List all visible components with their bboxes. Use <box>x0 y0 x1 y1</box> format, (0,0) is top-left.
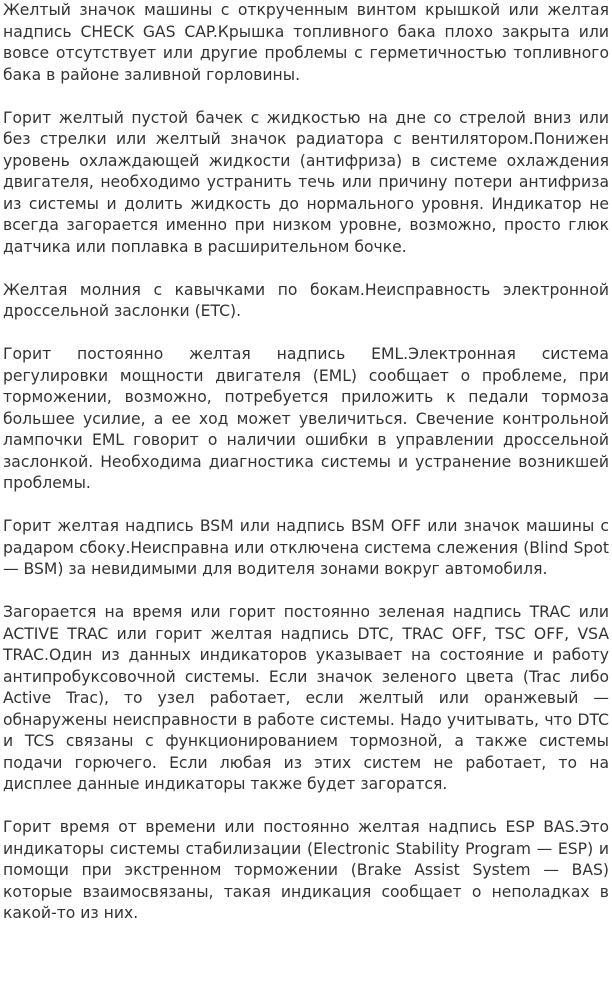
paragraph-check-gas-cap: Желтый значок машины с открученным винтом крышкой или желтая надпись CHECK GAS CAP.Крышка топливного бака плохо закрыта или вовсе отсутствует или другие проблемы с герметичностью топливного бака в районе заливной горловины. <box>3 1 609 84</box>
paragraph-trac: Загорается на время или горит постоянно зеленая надпись TRAC или ACTIVE TRAC или горит желтая надпись DTC, TRAC OFF, TSC OFF, VSA TRAC.Один из данных индикаторов указывает на состояние и работу антипробуксовочной системы. Если значок зеленого цвета (Trac либо Active Trac), то узел работает, если желтый или оранжевый — обнаружены неисправности в работе системы. Надо учитывать, что DTC и TCS связаны с функционированием тормозной, а также системы подачи горючего. Если любая из этих систем не работает, то на дисплее данные индикаторы также будет загоратся. <box>3 603 609 793</box>
paragraph-coolant-level: Горит желтый пустой бачек с жидкостью на дне со стрелой вниз или без стрелки или желтый значок радиатора с вентилятором.Понижен уровень охлаждающей жидкости (антифриза) в системе охлаждения двигателя, необходимо устранить течь или причину потери антифриза из системы и долить жидкость до нормального уровня. Индикатор не всегда загорается именно при низком уровне, возможно, просто глюк датчика или поплавка в расширительном бочке. <box>3 108 609 256</box>
paragraph-esp-bas: Горит время от времени или постоянно желтая надпись ESP BAS.Это индикаторы системы стабилизации (Electronic Stability Program — ESP) и помощи при экстренном торможении (Brake Assist System — BAS) которые взаимосвязаны, такая индикация сообщает о неполадках в какой-то из них. <box>3 818 609 922</box>
paragraph-bsm: Горит желтая надпись BSM или надпись BSM OFF или значок машины с радаром сбоку.Неисправна или отключена система слежения (Blind Spot — BSM) за невидимыми для водителя зонами вокруг автомобиля. <box>3 517 609 578</box>
paragraph-eml: Горит постоянно желтая надпись EML.Электронная система регулировки мощности двигателя (EML) сообщает о проблеме, при торможении, возможно, потребуется приложить к педали тормоза большее усилие, а ее ход может увеличиться. Свечение контрольной лампочки EML говорит о наличии ошибки в управлении дроссельной заслонкой. Необходима диагностика системы и устранение возникшей проблемы. <box>3 345 609 492</box>
paragraph-etc: Желтая молния с кавычками по бокам.Неисправность электронной дроссельной заслонки (ETC). <box>3 280 609 320</box>
